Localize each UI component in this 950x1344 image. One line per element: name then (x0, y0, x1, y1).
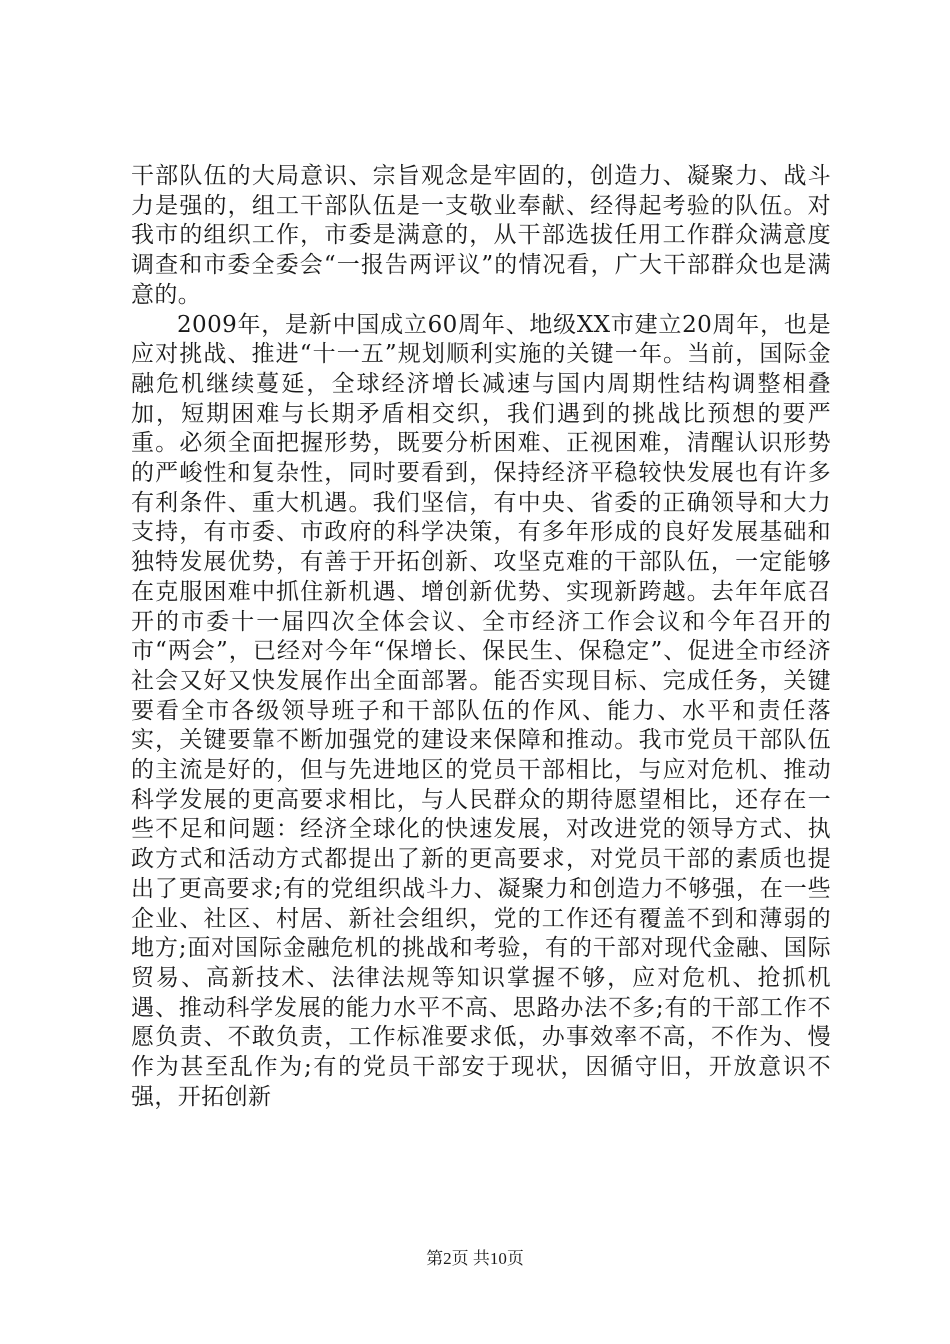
document-body (131, 162, 831, 1113)
body-paragraph-continuation: 干部队伍的大局意识、宗旨观念是牢固的，创造力、凝聚力、战斗力是强的，组工干部队伍是一支敬业奉献、经得起考验的队伍。对我市的组织工作，市委是满意的，从干部选拔任用工作群众满意度调查和市委全委会“一报告两评议”的情况看，广大干部群众也是满意的。 (131, 163, 831, 308)
page-number-label: 第2页 共10页 (426, 1249, 524, 1268)
body-paragraph: 2009年，是新中国成立60周年、地级XX市建立20周年，也是应对挑战、推进“十一五”规划顺利实施的关键一年。当前，国际金融危机继续蔓延，全球经济增长减速与国内周期性结构调整相叠加，短期困难与长期矛盾相交织，我们遇到的挑战比预想的要严重。必须全面把握形势，既要分析困难、正视困难，清醒认识形势的严峻性和复杂性，同时要看到，保持经济平稳较快发展也有许多有利条件、重大机遇。我们坚信，有中央、省委的正确领导和大力支持，有市委、市政府的科学决策，有多年形成的良好发展基础和独特发展优势，有善于开拓创新、攻坚克难的干部队伍，一定能够在克服困难中抓住新机遇、增创新优势、实现新跨越。去年年底召开的市委十一届四次全体会议、全市经济工作会议和今年召开的市“两会”，已经对今年“保增长、保民生、保稳定”、促进全市经济社会又好又快发展作出全面部署。能否实现目标、完成任务，关键要看全市各级领导班子和干部队伍的作风、能力、水平和责任落实，关键要靠不断加强党的建设来保障和推动。我市党员干部队伍的主流是好的，但与先进地区的党员干部相比，与应对危机、推动科学发展的更高要求相比，与人民群众的期待愿望相比，还存在一些不足和问题：经济全球化的快速发展，对改进党的领导方式、执政方式和活动方式都提出了新的更高要求，对党员干部的素质也提出了更高要求;有的党组织战斗力、凝聚力和创造力不够强，在一些企业、社区、村居、新社会组织，党的工作还有覆盖不到和薄弱的地方;面对国际金融危机的挑战和考验，有的干部对现代金融、国际贸易、高新技术、法律法规等知识掌握不够，应对危机、抢抓机遇、推动科学发展的能力水平不高、思路办法不多;有的干部工作不愿负责、不敢负责，工作标准要求低，办事效率不高，不作为、慢作为甚至乱作为;有的党员干部安于现状，因循守旧，开放意识不强，开拓创新 (131, 311, 831, 1110)
page-footer (0, 1244, 950, 1269)
